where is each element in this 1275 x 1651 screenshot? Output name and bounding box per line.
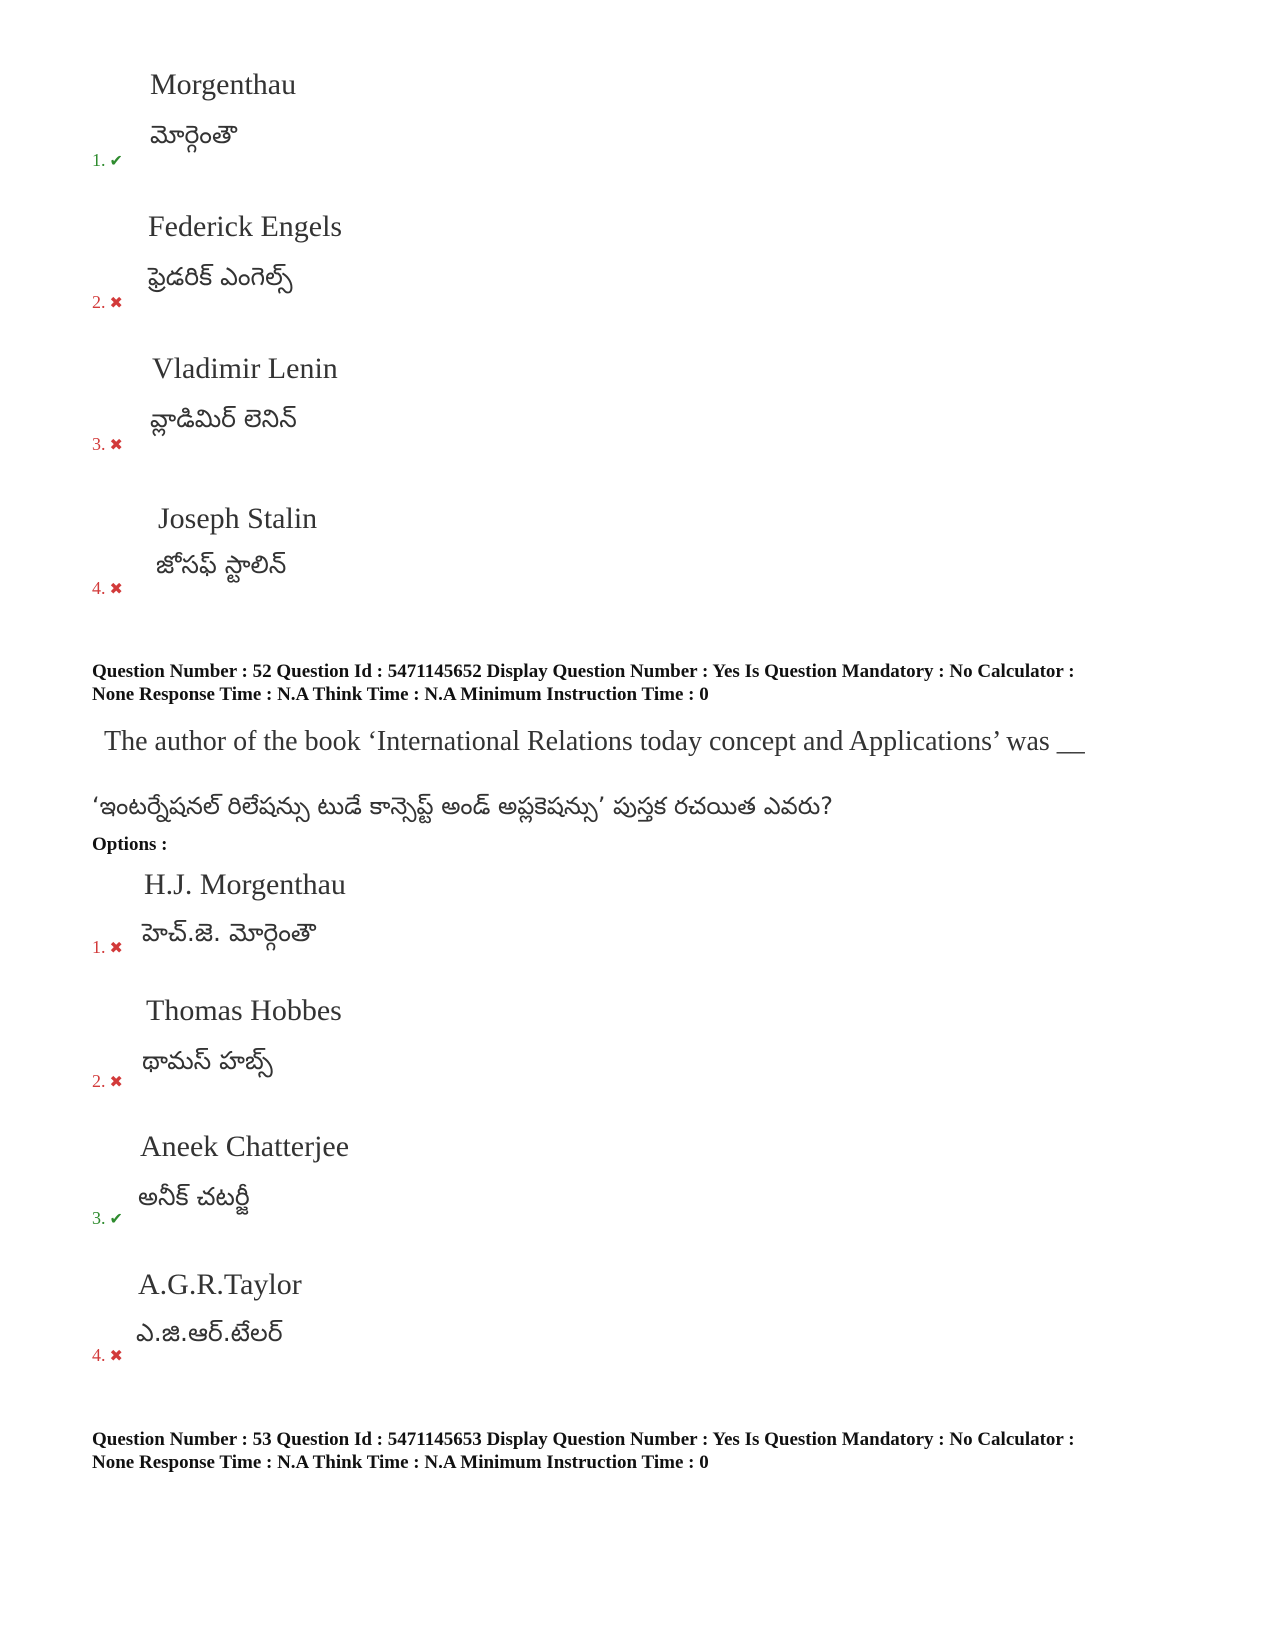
option-number: 4. [92,1345,106,1365]
option-number: 3. [92,434,106,454]
option-text-te: హెచ్.జె. మోర్గెంతౌ [142,918,316,947]
option-text-en: Thomas Hobbes [146,994,342,1027]
option-text-te: అనీక్ చటర్జీ [138,1182,250,1211]
option-number: 4. [92,578,106,598]
question-meta [92,1428,1212,1474]
option-marker [92,578,123,599]
option-text-en: Aneek Chatterjee [140,1130,350,1163]
option-number: 2. [92,292,106,312]
question-meta-line: None Response Time : N.A Think Time : N.A Minimum Instruction Time : 0 [92,1452,709,1473]
option-text-te: జోసఫ్ స్టాలిన్ [156,550,287,579]
question-text-en: The author of the book ‘International Relations today concept and Applications’ was __ [104,726,1085,757]
option-marker [92,150,123,171]
option-marker [92,937,123,958]
option-marker [92,1345,123,1366]
option-text-en: Federick Engels [148,210,343,243]
question-meta-line: Question Number : 53 Question Id : 5471145653 Display Question Number : Yes Is Question Mandatory : No Calculator : [92,1429,1075,1450]
option-number: 1. [92,150,106,170]
cross-mark-icon: ✖ [109,940,123,957]
question-meta-line: Question Number : 52 Question Id : 5471145652 Display Question Number : Yes Is Question Mandatory : No Calculator : [92,661,1075,682]
option-text-en: Joseph Stalin [158,502,318,535]
option-text-en: Morgenthau [150,68,297,101]
cross-mark-icon: ✖ [109,295,123,312]
options-label: Options : [92,834,168,855]
option-text-te: థామస్ హబ్స్ [142,1046,273,1075]
check-mark-icon: ✔ [109,1211,123,1228]
option-text-te: ఫ్రెడరిక్ ఎంగెల్స్ [148,262,293,291]
option-text-en: Vladimir Lenin [152,352,338,385]
option-number: 3. [92,1208,106,1228]
option-number: 1. [92,937,106,957]
option-text-en: H.J. Morgenthau [144,868,346,901]
question-text-te: ‘ఇంటర్నేషనల్ రిలేషన్సు టుడే కాన్సెప్ట్ అండ్ అప్లకెషన్సు’ పుస్తక రచయిత ఎవరు? [92,792,833,820]
cross-mark-icon: ✖ [109,1348,123,1365]
option-number: 2. [92,1071,106,1091]
option-text-te: వ్లాడిమిర్ లెనిన్ [150,404,297,433]
question-meta [92,660,1212,706]
option-marker [92,292,123,313]
cross-mark-icon: ✖ [109,1074,123,1091]
cross-mark-icon: ✖ [109,581,123,598]
question-meta-line: None Response Time : N.A Think Time : N.A Minimum Instruction Time : 0 [92,684,709,705]
cross-mark-icon: ✖ [109,437,123,454]
option-marker [92,1208,123,1229]
option-text-te: ఎ.జి.ఆర్.టేలర్ [136,1318,283,1347]
option-text-te: మోర్గెంతౌ [150,120,237,149]
option-marker [92,1071,123,1092]
option-text-en: A.G.R.Taylor [138,1268,302,1301]
check-mark-icon: ✔ [109,153,123,170]
option-marker [92,434,123,455]
